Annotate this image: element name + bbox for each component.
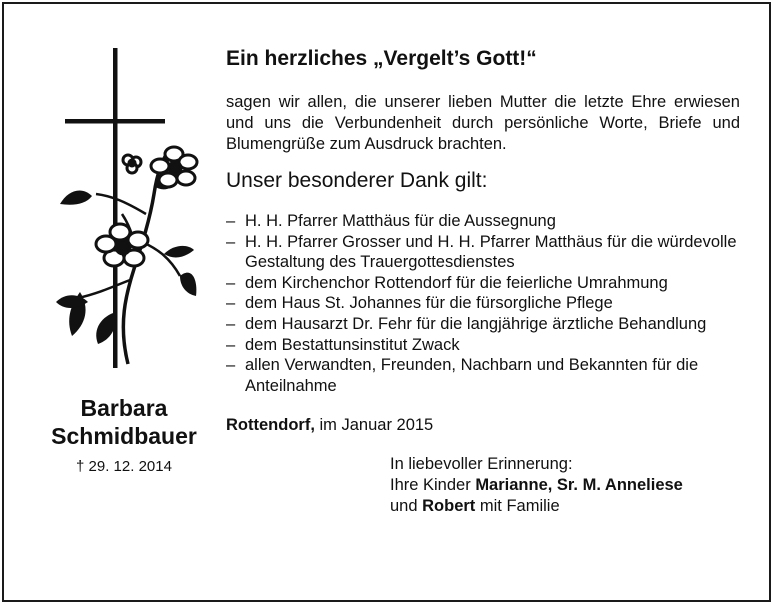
place-date-line — [226, 415, 740, 436]
thanks-heading: Unser besonderer Dank gilt: — [226, 169, 488, 192]
death-date: † 29. 12. 2014 — [76, 458, 172, 475]
thanks-item: – H. H. Pfarrer Grosser und H. H. Pfarrer Matthäus für die würdevolle Gestaltung des Trauergottesdienstes — [226, 232, 740, 273]
signature-and: und — [390, 496, 418, 515]
signature-children-names: Marianne, Sr. M. Anneliese — [475, 475, 683, 494]
deceased-first-name: Barbara — [80, 395, 168, 421]
thanks-list — [226, 211, 740, 396]
notice-content — [226, 46, 740, 516]
signature-children-prefix: Ihre Kinder — [390, 475, 471, 494]
notice-intro: sagen wir allen, die unserer lieben Mutter die letzte Ehre erwiesen und uns die Verbundenheit durch persönliche Worte, Briefe und Blumengrüße zum Ausdruck brachten. — [226, 93, 740, 153]
signature-line-2 — [390, 475, 740, 496]
notice-date: im Januar 2015 — [319, 416, 434, 435]
thanks-item: – dem Hausarzt Dr. Fehr für die langjährige ärztliche Behandlung — [226, 314, 740, 335]
deceased-name — [20, 394, 228, 450]
deceased-last-name: Schmidbauer — [51, 423, 197, 449]
thanks-item: – allen Verwandten, Freunden, Nachbarn und Bekannten für die Anteilnahme — [226, 355, 740, 396]
place: Rottendorf, — [226, 416, 315, 435]
thanks-item: – H. H. Pfarrer Matthäus für die Aussegnung — [226, 211, 740, 232]
notice-heading: Ein herzliches „Vergelt’s Gott!“ — [226, 47, 537, 70]
signature-son-name: Robert — [422, 496, 476, 515]
thanks-item: – dem Kirchenchor Rottendorf für die feierliche Umrahmung — [226, 273, 740, 294]
signature-line-3 — [390, 496, 740, 517]
signature — [390, 454, 740, 516]
signature-line-1: In liebevoller Erinnerung: — [390, 455, 573, 474]
thanks-item: – dem Haus St. Johannes für die fürsorgliche Pflege — [226, 293, 740, 314]
thanks-item: – dem Bestattunsinstitut Zwack — [226, 335, 740, 356]
signature-family: mit Familie — [479, 496, 560, 515]
cross-with-flowers-icon — [46, 44, 206, 374]
